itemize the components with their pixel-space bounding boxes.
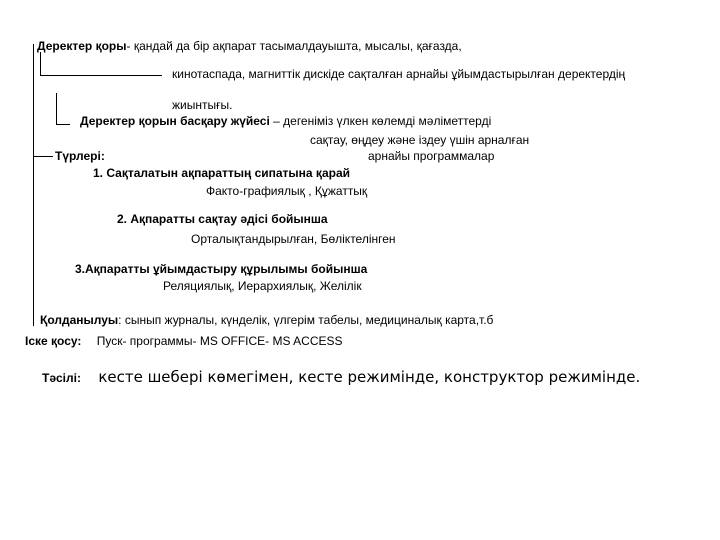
dbms-line1 xyxy=(80,114,491,128)
bracket-line-dbms-horizontal xyxy=(56,124,70,125)
usage-heading: Қолданылуы xyxy=(40,313,119,327)
type3-title: 3.Ақпаратты ұйымдастыру құрылымы бойынша xyxy=(75,262,368,276)
type2-values: Орталықтандырылған, Бөліктелінген xyxy=(191,232,396,246)
dbms-text1: – дегеніміз үлкен көлемді мәліметтерді xyxy=(269,114,492,128)
dbms-line3: арнайы программалар xyxy=(368,149,495,163)
usage-text: : сынып журналы, күнделік, үлгерім табелы, медициналық карта,т.б xyxy=(118,313,494,327)
dbms-line2: сақтау, өңдеу және іздеу үшін арналған xyxy=(310,133,530,147)
bracket-line-main xyxy=(33,44,34,326)
type3-values: Реляциялық, Иерархиялық, Желілік xyxy=(163,279,362,293)
launch-text: Пуск- программы- MS OFFICE- MS ACCESS xyxy=(96,334,343,348)
method-heading: Тәсілі: xyxy=(42,371,81,385)
definition-term: Деректер қоры xyxy=(37,39,127,53)
bracket-line-inner-horizontal xyxy=(40,75,162,76)
type1-values: Факто-графиялық , Құжаттық xyxy=(206,184,368,198)
bracket-line-types xyxy=(33,156,53,157)
type2-title: 2. Ақпаратты сақтау әдісі бойынша xyxy=(117,212,328,226)
types-heading: Түрлері: xyxy=(55,149,105,163)
usage-line xyxy=(40,313,493,327)
bracket-line-dbms-vertical xyxy=(56,93,57,124)
bracket-line-inner-vertical xyxy=(40,52,41,75)
method-line xyxy=(42,368,640,387)
type1-title: 1. Сақталатын ақпараттың сипатына қарай xyxy=(93,166,350,180)
launch-heading: Іске қосу: xyxy=(25,334,82,348)
method-text: кесте шебері көмегімен, кесте режимінде, конструктор режимінде. xyxy=(98,368,641,386)
definition-line2: кинотаспада, магниттік дискіде сақталған арнайы ұйымдастырылған деректердің xyxy=(172,67,626,81)
dbms-term: Деректер қорын басқару жүйесі xyxy=(80,114,270,128)
definition-line1 xyxy=(37,39,462,53)
definition-line3: жиынтығы. xyxy=(172,98,233,112)
definition-text1: - қандай да бір ақпарат тасымалдауышта, мысалы, қағазда, xyxy=(126,39,462,53)
launch-line xyxy=(25,334,343,348)
